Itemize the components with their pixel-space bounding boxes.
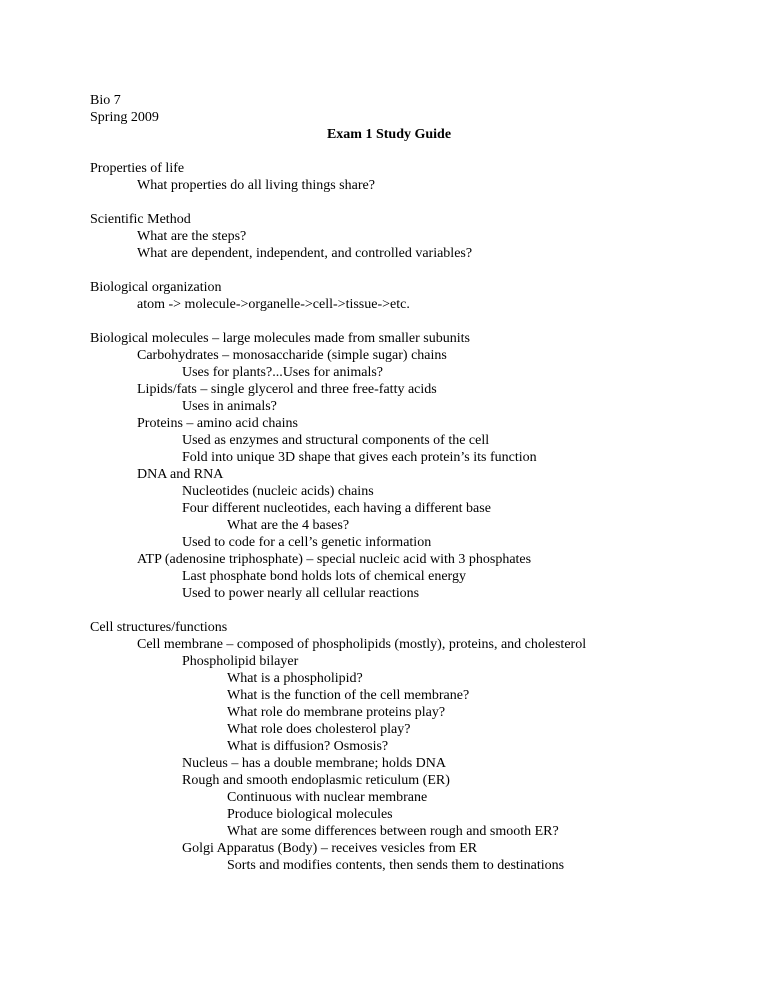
doc-item: What are dependent, independent, and controlled variables? (137, 246, 473, 261)
doc-item: ATP (adenosine triphosphate) – special nucleic acid with 3 phosphates (137, 552, 532, 567)
doc-item: Sorts and modifies contents, then sends them to destinations (227, 858, 565, 873)
doc-item: Four different nucleotides, each having a different base (182, 501, 491, 516)
doc-item: Proteins – amino acid chains (137, 416, 298, 431)
doc-item: What is a phospholipid? (227, 671, 363, 686)
doc-header: Spring 2009 (90, 110, 159, 125)
doc-item: What role do membrane proteins play? (227, 705, 446, 720)
doc-item: Uses in animals? (182, 399, 277, 414)
doc-item: Fold into unique 3D shape that gives each protein’s its function (182, 450, 537, 465)
doc-item: What are the 4 bases? (227, 518, 350, 533)
doc-item: Nucleotides (nucleic acids) chains (182, 484, 374, 499)
doc-item: What are some differences between rough and smooth ER? (227, 824, 559, 839)
doc-item: Rough and smooth endoplasmic reticulum (ER) (182, 773, 450, 788)
doc-section: Cell structures/functions (90, 620, 228, 635)
doc-item: atom -> molecule->organelle->cell->tissue->etc. (137, 297, 410, 312)
doc-item: Cell membrane – composed of phospholipids (mostly), proteins, and cholesterol (137, 637, 587, 652)
doc-item: Uses for plants?...Uses for animals? (182, 365, 384, 380)
blank-line (90, 602, 688, 619)
doc-item: Golgi Apparatus (Body) – receives vesicles from ER (182, 841, 478, 856)
blank-line (90, 143, 688, 160)
doc-section: Scientific Method (90, 212, 191, 227)
doc-item: Nucleus – has a double membrane; holds DNA (182, 756, 446, 771)
doc-item: Last phosphate bond holds lots of chemical energy (182, 569, 466, 584)
doc-title: Exam 1 Study Guide (326, 127, 452, 142)
doc-section: Biological organization (90, 280, 222, 295)
doc-item: Used as enzymes and structural components of the cell (182, 433, 490, 448)
doc-item: Carbohydrates – monosaccharide (simple sugar) chains (137, 348, 447, 363)
doc-item: Used to code for a cell’s genetic information (182, 535, 432, 550)
doc-item: What is diffusion? Osmosis? (227, 739, 389, 754)
blank-line (90, 313, 688, 330)
doc-section: Properties of life (90, 161, 185, 176)
blank-line (90, 262, 688, 279)
doc-item: Continuous with nuclear membrane (227, 790, 428, 805)
doc-item: Phospholipid bilayer (182, 654, 299, 669)
doc-header: Bio 7 (90, 93, 121, 108)
doc-section: Biological molecules – large molecules made from smaller subunits (90, 331, 470, 346)
doc-item: What role does cholesterol play? (227, 722, 411, 737)
doc-item: DNA and RNA (137, 467, 224, 482)
blank-line (90, 194, 688, 211)
doc-item: What properties do all living things share? (137, 178, 375, 193)
doc-item: What are the steps? (137, 229, 247, 244)
doc-item: Used to power nearly all cellular reactions (182, 586, 420, 601)
doc-item: Lipids/fats – single glycerol and three free-fatty acids (137, 382, 437, 397)
study-guide-document (90, 92, 688, 874)
doc-item: Produce biological molecules (227, 807, 393, 822)
doc-item: What is the function of the cell membrane? (227, 688, 470, 703)
